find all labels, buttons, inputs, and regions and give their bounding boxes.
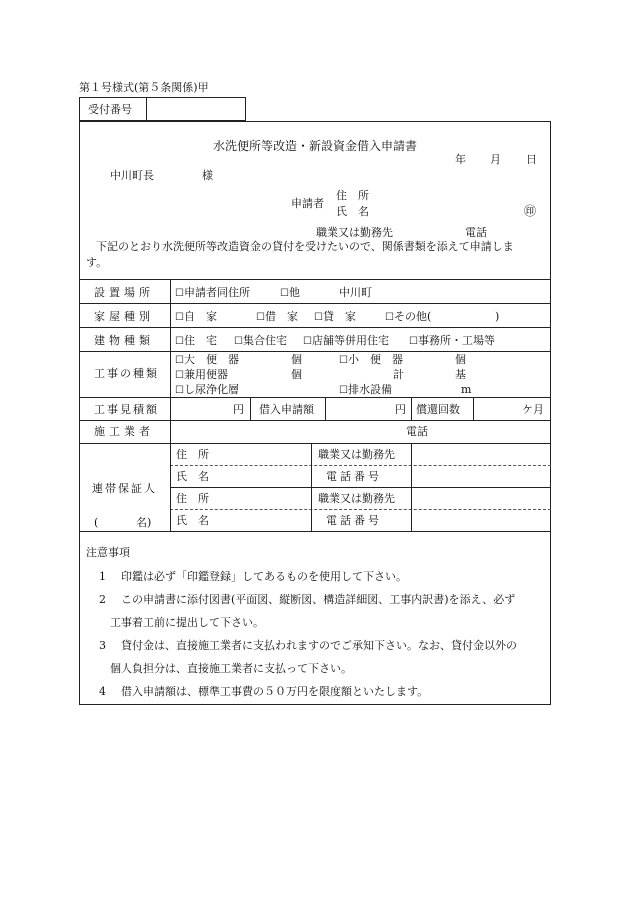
location-option-other[interactable]: ☐他: [280, 286, 300, 299]
work-drain-unit: m: [461, 383, 472, 396]
checkbox-icon: ☐: [175, 385, 184, 396]
seal-mark: ㊞: [524, 204, 537, 218]
note-text: 印鑑は必ず「印鑑登録」してあるものを使用して下さい。: [121, 570, 407, 583]
date-month[interactable]: 月: [490, 153, 501, 166]
checkbox-icon: ☐: [175, 336, 184, 347]
work-toilet-unit: 個: [291, 353, 302, 366]
checkbox-icon: ☐: [234, 336, 243, 347]
note-text: 借入申請額は、標準工事費の５０万円を限度額といたします。: [121, 685, 429, 698]
intro-text-line1: 下記のとおり水洗便所等改造資金の貸付を受けたいので、関係書類を添えて申請しま: [96, 240, 514, 253]
work-option-dual[interactable]: ☐兼用便器: [175, 368, 228, 381]
guarantor2-occupation-label: 職業又は勤務先: [318, 492, 395, 505]
work-type-label: 工事の種類: [94, 367, 159, 380]
addressee-honorific: 様: [202, 169, 213, 182]
work-option-drain[interactable]: ☐排水設備: [339, 383, 392, 396]
receipt-number-label: 受付番号: [88, 103, 132, 116]
form-title: 水洗便所等改造・新設資金借入申請書: [212, 139, 417, 153]
house-option-lease[interactable]: ☐貸 家: [314, 310, 356, 323]
checkbox-icon: ☐: [314, 312, 323, 323]
work-total-label: 計: [393, 368, 404, 381]
loan-amount-label: 借入申請額: [259, 403, 314, 416]
estimate-unit: 円: [233, 403, 244, 416]
location-town: 中川町: [339, 286, 372, 299]
note-text: この申請書に添付図書(平面図、縦断図、構造詳細図、工事内訳書)を添え、必ず: [121, 593, 516, 606]
note-number: 2: [99, 593, 106, 606]
checkbox-icon: ☐: [175, 312, 184, 323]
guarantor2-name-label: 氏 名: [176, 514, 209, 527]
house-other-close: ): [495, 310, 500, 323]
work-urinal-unit: 個: [455, 353, 466, 366]
checkbox-icon: ☐: [385, 312, 394, 323]
house-option-other[interactable]: ☐その他(: [385, 310, 432, 323]
contractor-label: 施工業者: [94, 425, 154, 438]
checkbox-icon: ☐: [175, 288, 184, 299]
guarantor1-name-label: 氏 名: [176, 470, 209, 483]
notes-heading: 注意事項: [86, 546, 130, 559]
note-number: 3: [99, 639, 106, 652]
work-option-septic[interactable]: ☐し尿浄化層: [175, 383, 239, 396]
checkbox-icon: ☐: [280, 288, 289, 299]
guarantor1-phone-label: 電話番号: [326, 470, 382, 483]
checkbox-icon: ☐: [175, 370, 184, 381]
checkbox-icon: ☐: [409, 336, 418, 347]
guarantor1-address-label: 住 所: [176, 448, 209, 461]
house-option-rent[interactable]: ☐借 家: [256, 310, 298, 323]
guarantor1-occupation-label: 職業又は勤務先: [318, 448, 395, 461]
contractor-phone-label: 電話: [406, 425, 428, 438]
guarantor-count-close: 名): [136, 516, 152, 529]
note-number: 1: [99, 570, 106, 583]
date-year[interactable]: 年: [455, 153, 466, 166]
location-label: 設置場所: [94, 286, 154, 299]
applicant-name-label: 氏 名: [336, 205, 369, 218]
work-dual-unit: 個: [291, 368, 302, 381]
building-option-apartment[interactable]: ☐集合住宅: [234, 334, 287, 347]
estimate-label: 工事見積額: [94, 403, 159, 416]
checkbox-icon: ☐: [339, 355, 348, 366]
house-type-label: 家屋種別: [94, 310, 154, 323]
checkbox-icon: ☐: [256, 312, 265, 323]
guarantor2-address-label: 住 所: [176, 492, 209, 505]
applicant-address-label: 住 所: [336, 189, 369, 202]
applicant-occupation-label: 職業又は勤務先: [316, 226, 393, 239]
note-text-continued: 工事着工前に提出して下さい。: [110, 616, 264, 629]
date-day[interactable]: 日: [526, 153, 537, 166]
form-id: 第１号様式(第５条関係)甲: [79, 81, 209, 94]
applicant-label: 申請者: [291, 197, 324, 210]
building-option-office[interactable]: ☐事務所・工場等: [409, 334, 495, 347]
work-option-urinal[interactable]: ☐小 便 器: [339, 353, 403, 366]
addressee-name: 中川町長: [110, 169, 154, 182]
note-text: 貸付金は、直接施工業者に支払われますのでご承知下さい。なお、貸付金以外の: [121, 639, 517, 652]
guarantor-count-open: (: [94, 516, 99, 529]
building-option-shop[interactable]: ☐店舗等併用住宅: [303, 334, 389, 347]
work-option-toilet[interactable]: ☐大 便 器: [175, 353, 239, 366]
checkbox-icon: ☐: [303, 336, 312, 347]
receipt-number-field[interactable]: [150, 99, 242, 119]
repayment-count-unit: ケ月: [522, 403, 544, 416]
location-option-same[interactable]: ☐申請者同住所: [175, 286, 250, 299]
intro-text-line2: す。: [86, 256, 108, 269]
work-total-unit: 基: [455, 368, 466, 381]
building-type-label: 建物種類: [94, 334, 154, 347]
guarantor-label: 連帯保証人: [92, 482, 157, 495]
note-text-continued: 個人負担分は、直接施工業者に支払って下さい。: [110, 662, 352, 675]
note-number: 4: [99, 685, 106, 698]
checkbox-icon: ☐: [175, 355, 184, 366]
repayment-count-label: 償還回数: [416, 403, 460, 416]
applicant-phone-label: 電話: [465, 226, 487, 239]
loan-amount-unit: 円: [395, 403, 406, 416]
house-option-own[interactable]: ☐自 家: [175, 310, 217, 323]
building-option-house[interactable]: ☐住 宅: [175, 334, 217, 347]
guarantor2-phone-label: 電話番号: [326, 514, 382, 527]
checkbox-icon: ☐: [339, 385, 348, 396]
